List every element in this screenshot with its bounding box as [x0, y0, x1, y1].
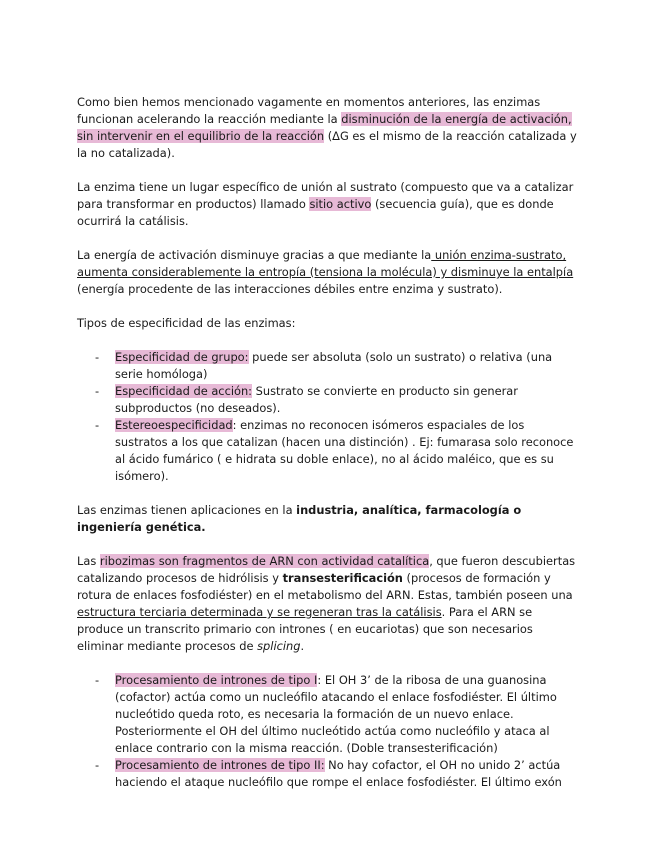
list-item	[77, 757, 579, 791]
paragraph-enzyme-activation	[77, 94, 579, 162]
text: , que fueron descubiertas catalizando procesos de hidrólisis y	[77, 554, 576, 585]
intron-processing-list	[77, 672, 579, 791]
highlight: Estereoespecificidad	[115, 418, 233, 432]
text: puede ser absoluta (solo un sustrato) o relativa (una serie homóloga)	[115, 350, 553, 381]
highlight: Especificidad de acción:	[115, 384, 253, 398]
text: No hay cofactor, el OH no unido 2’ actúa haciendo el ataque nucleófilo que rompe el enlace fosfodiéster. El último exón	[115, 758, 562, 789]
text: La enzima tiene un lugar específico de unión al sustrato (compuesto que va a catalizar para transformar en productos) llamado	[77, 180, 574, 211]
text: (procesos de formación y rotura de enlaces fosfodiéster) en el metabolismo del ARN. Estas, también poseen una	[77, 571, 573, 602]
text: : enzimas no reconocen isómeros espaciales de los sustratos a los que catalizan (hacen una distinción) . Ej: fumarasa solo reconoce al ácido fumárico ( e hidrata su doble enlace), no al ácido maléico, que es su isómero).	[115, 418, 574, 483]
highlight: disminución de la energía de activación, sin intervenir en el equilibrio de la reacción	[77, 112, 572, 143]
text: Las	[77, 554, 100, 568]
paragraph-specificity-heading: Tipos de especificidad de las enzimas:	[77, 316, 296, 330]
text: .	[300, 639, 305, 653]
underlined-text: unión enzima-sustrato, aumenta considerablemente la entropía (tensiona la molécula) y disminuye la entalpía	[77, 248, 574, 279]
text: : El OH 3’ de la ribosa de una guanosina (cofactor) actúa como un nucleófilo atacando el enlace fosfodiéster. El último nucleótido queda roto, es necesaria la formación de un nuevo enlace. Posteriormente el OH del último nucleótido actúa como nucleófilo y ataca al enlace contrario con la misma reacción. (Doble transesterificación)	[115, 673, 557, 755]
text: (secuencia guía), que es donde ocurrirá la catálisis.	[77, 197, 554, 228]
bullet-dash: -	[95, 418, 100, 432]
paragraph-applications	[77, 502, 579, 536]
highlight: Procesamiento de intrones de tipo II:	[115, 758, 325, 772]
text: Sustrato se convierte en producto sin generar subproductos (no deseados).	[115, 384, 518, 415]
text: (ΔG es el mismo de la reacción catalizada y la no catalizada).	[77, 129, 577, 160]
list-item	[77, 383, 579, 417]
text: Las enzimas tienen aplicaciones en la	[77, 503, 297, 517]
bold-text: industria, analítica, farmacología o ingeniería genética.	[77, 503, 522, 534]
bullet-dash: -	[95, 758, 100, 772]
highlight: ribozimas son fragmentos de ARN con actividad catalítica	[99, 554, 430, 568]
specificity-list	[77, 349, 579, 485]
paragraph-active-site	[77, 179, 579, 230]
text: . Para el ARN se produce un transcrito primario con intrones ( en eucariotas) que son necesarios eliminar mediante procesos de	[77, 605, 533, 653]
bullet-dash: -	[95, 350, 100, 364]
bullet-dash: -	[95, 673, 100, 687]
list-item	[77, 672, 579, 757]
text: Como bien hemos mencionado vagamente en momentos anteriores, las enzimas funcionan acelerando la reacción mediante la	[77, 95, 541, 126]
paragraph-entropy	[77, 247, 579, 298]
text: (energía procedente de las interacciones débiles entre enzima y sustrato).	[77, 282, 503, 296]
list-item	[77, 349, 579, 383]
document-body	[77, 94, 579, 808]
list-item	[77, 417, 579, 485]
highlight: Especificidad de grupo:	[115, 350, 249, 364]
bold-text: transesterificación	[282, 571, 403, 585]
bullet-dash: -	[95, 384, 100, 398]
italic-text: splicing	[257, 639, 301, 653]
highlight: Procesamiento de intrones de tipo I	[115, 673, 318, 687]
highlight: sitio activo	[309, 197, 372, 211]
underlined-text: estructura terciaria determinada y se regeneran tras la catálisis	[77, 605, 442, 619]
text: La energía de activación disminuye gracias a que mediante la	[77, 248, 432, 262]
paragraph-ribozymes	[77, 553, 579, 655]
